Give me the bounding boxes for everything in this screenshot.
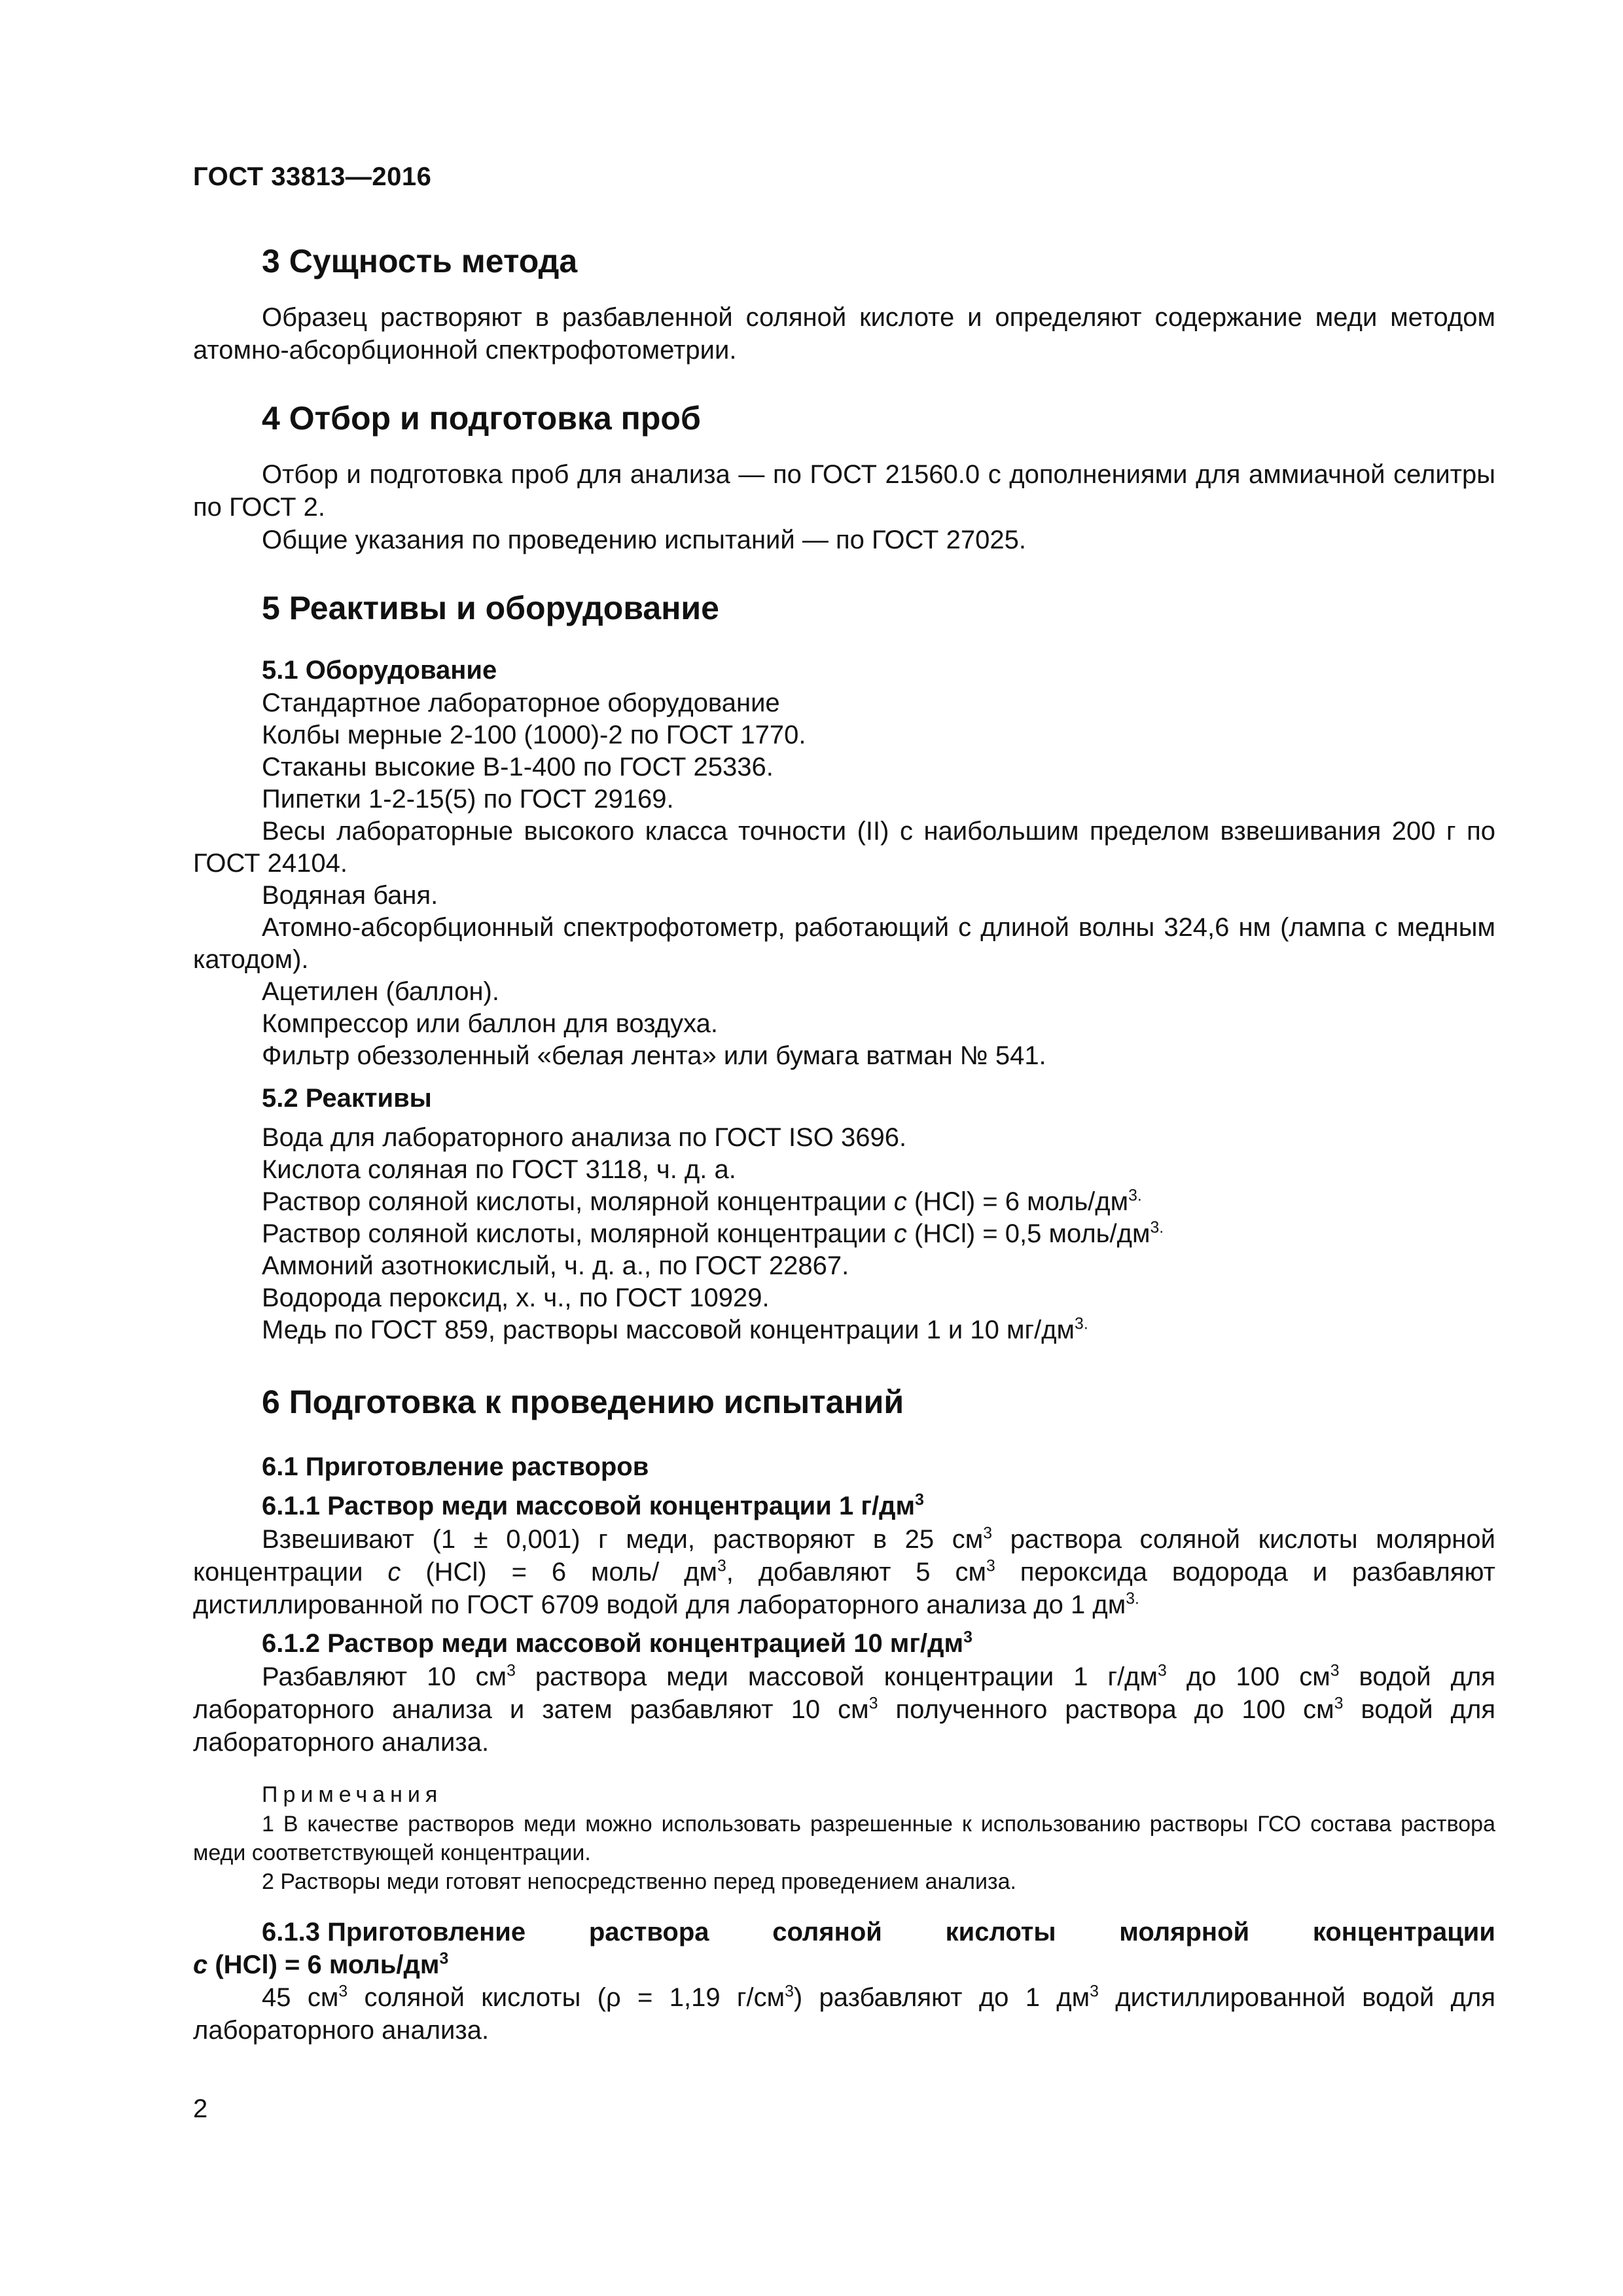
equipment-item: Ацетилен (баллон).	[262, 977, 499, 1006]
title-word: концентрации	[1312, 1918, 1495, 1946]
title-word: раствора	[588, 1918, 709, 1946]
reagent-item: Раствор соляной кислоты, молярной концентрации с (HCl) = 6 моль/$дм^{3.}$	[262, 1187, 1142, 1216]
section-3-text: Образец растворяют в разбавленной соляной кислоте и определяют содержание меди методом атомно-абсорбционной спектрофотометрии.	[193, 303, 1495, 365]
reagents-list	[193, 1122, 1495, 1346]
section-6-1-3-title	[193, 1916, 1495, 1948]
equipment-item: Пипетки 1-2-15(5) по ГОСТ 29169.	[262, 785, 674, 814]
section-6-1-3-text: 45 $см^3$ соляной кислоты (ρ = 1,19 $г/см^3$) разбавляют до 1 $дм^3$ дистиллированной водой для лабораторного анализа.	[193, 1982, 1496, 2045]
section-6-1-title: 6.1 Приготовление растворов	[262, 1452, 649, 1481]
equipment-item: Водяная баня.	[262, 881, 438, 910]
equipment-item: Стандартное лабораторное оборудование	[262, 689, 780, 717]
equipment-item: Стаканы высокие В-1-400 по ГОСТ 25336.	[262, 753, 774, 781]
title-word: кислоты	[945, 1918, 1056, 1946]
reagent-item: Вода для лабораторного анализа по ГОСТ ISO 3696.	[262, 1123, 907, 1152]
section-6-1-2-title: 6.1.2 Раствор меди массовой концентрацией 10 $мг/дм^3$	[262, 1628, 972, 1658]
equipment-item: Атомно-абсорбционный спектрофотометр, работающий с длиной волны 324,6 нм (лампа с медным катодом).	[193, 913, 1495, 974]
title-word: соляной	[772, 1918, 882, 1946]
section-5-1-title: 5.1 Оборудование	[262, 656, 497, 685]
section-5-title: 5 Реактивы и оборудование	[262, 590, 719, 626]
section-6-title: 6 Подготовка к проведению испытаний	[262, 1384, 904, 1420]
equipment-item: Фильтр обеззоленный «белая лента» или бумага ватман № 541.	[262, 1041, 1046, 1070]
section-3-title: 3 Сущность метода	[262, 243, 578, 279]
reagent-item: Медь по ГОСТ 859, растворы массовой концентрации 1 и 10 $мг/дм^{3.}$	[262, 1315, 1088, 1344]
notes-title: Примечания	[262, 1782, 443, 1807]
note-1: 1 В качестве растворов меди можно использовать разрешенные к использованию растворы ГСО состава раствора меди соответствующей концентрации.	[193, 1812, 1495, 1865]
equipment-item: Весы лабораторные высокого класса точности (II) с наибольшим пределом взвешивания 200 г по ГОСТ 24104.	[193, 817, 1495, 878]
section-4-text-2: Общие указания по проведению испытаний — по ГОСТ 27025.	[262, 526, 1026, 554]
section-6-1-1-title: 6.1.1 Раствор меди массовой концентрации 1 $г/дм^3$	[262, 1491, 924, 1520]
equipment-item: Компрессор или баллон для воздуха.	[262, 1009, 718, 1038]
title-word: 6.1.3 Приготовление	[262, 1918, 526, 1946]
title-word: молярной	[1119, 1918, 1250, 1946]
equipment-list	[193, 687, 1495, 1072]
section-6-1-3-title-continued: с (HCl) = 6 моль/$дм^3$	[193, 1950, 449, 1979]
equipment-item: Колбы мерные 2-100 (1000)-2 по ГОСТ 1770.	[262, 721, 806, 749]
section-4-title: 4 Отбор и подготовка проб	[262, 400, 701, 437]
reagent-item: Водорода пероксид, х. ч., по ГОСТ 10929.	[262, 1283, 770, 1312]
document-body	[193, 223, 1495, 2047]
reagent-item: Кислота соляная по ГОСТ 3118, ч. д. а.	[262, 1155, 736, 1184]
reagent-item: Раствор соляной кислоты, молярной концентрации с (HCl) = 0,5 моль/$дм^{3.}$	[262, 1219, 1164, 1248]
section-5-2-title: 5.2 Реактивы	[262, 1084, 432, 1113]
reagent-item: Аммоний азотнокислый, ч. д. а., по ГОСТ 22867.	[262, 1251, 849, 1280]
section-6-1-1-text: Взвешивают (1 ± 0,001) г меди, растворяют в 25 $см^3$ раствора соляной кислоты молярной концентрации с (HCl) = 6 моль/ $дм^3$, добавляют 5 $см^3$ пероксида водорода и разбавляют дистиллированной по ГОСТ 6709 водой для лабораторного анализа до 1 $дм^{3.}$	[193, 1524, 1495, 1619]
page-number: 2	[193, 2094, 208, 2123]
section-4-text-1: Отбор и подготовка проб для анализа — по ГОСТ 21560.0 с дополнениями для аммиачной селитры по ГОСТ 2.	[193, 460, 1495, 522]
note-2: 2 Растворы меди готовят непосредственно перед проведением анализа.	[262, 1869, 1016, 1894]
document-id: ГОСТ 33813—2016	[193, 162, 432, 191]
section-6-1-2-text: Разбавляют 10 $см^3$ раствора меди массовой концентрации 1 $г/дм^3$ до 100 $см^3$ водой для лабораторного анализа и затем разбавляют 10 $см^3$ полученного раствора до 100 $см^3$ водой для лабораторного анализа.	[193, 1662, 1495, 1757]
